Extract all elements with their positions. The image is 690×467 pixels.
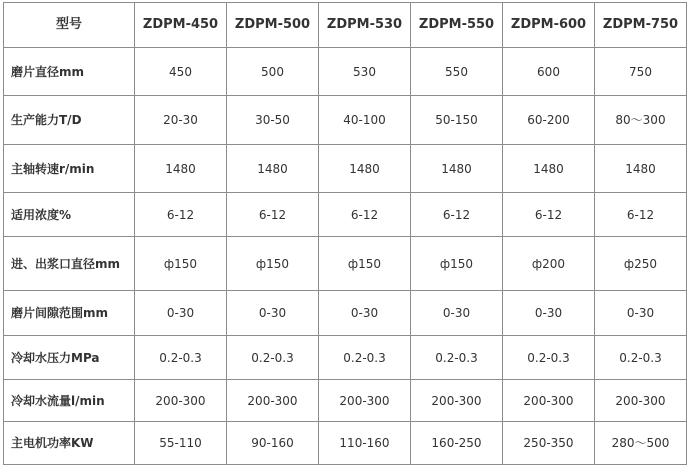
table-cell: 20-30: [135, 96, 227, 145]
table-row: [4, 336, 687, 380]
table-cell: 0.2-0.3: [595, 336, 687, 380]
table-cell: 0.2-0.3: [503, 336, 595, 380]
table-cell: 0-30: [595, 291, 687, 336]
table-row: [4, 291, 687, 336]
table-cell: 6-12: [319, 193, 411, 237]
table-cell: 40-100: [319, 96, 411, 145]
table-cell: 6-12: [503, 193, 595, 237]
table-cell: 200-300: [595, 380, 687, 422]
table-row: [4, 96, 687, 145]
table-row: [4, 237, 687, 291]
table-cell: 500: [227, 48, 319, 96]
table-cell: 450: [135, 48, 227, 96]
table-cell: 60-200: [503, 96, 595, 145]
model-header: ZDPM-450: [135, 3, 227, 48]
table-row: [4, 145, 687, 193]
header-row: [4, 3, 687, 48]
table-cell: 280～500: [595, 422, 687, 465]
table-cell: 250-350: [503, 422, 595, 465]
table-cell: 550: [411, 48, 503, 96]
table-cell: 90-160: [227, 422, 319, 465]
table-cell: ф150: [135, 237, 227, 291]
table-row: [4, 48, 687, 96]
table-cell: 6-12: [227, 193, 319, 237]
table-cell: 0-30: [503, 291, 595, 336]
corner-header: 型号: [4, 3, 135, 48]
table-cell: 750: [595, 48, 687, 96]
table-cell: 30-50: [227, 96, 319, 145]
table-cell: ф200: [503, 237, 595, 291]
table-cell: 1480: [595, 145, 687, 193]
table-cell: 0-30: [411, 291, 503, 336]
table-cell: ф150: [411, 237, 503, 291]
table-cell: 0-30: [135, 291, 227, 336]
table-cell: 1480: [227, 145, 319, 193]
table-cell: 55-110: [135, 422, 227, 465]
spec-table: [3, 2, 687, 465]
table-cell: 0.2-0.3: [319, 336, 411, 380]
table-cell: 1480: [319, 145, 411, 193]
table-cell: 6-12: [135, 193, 227, 237]
row-label: 生产能力T/D: [4, 96, 135, 145]
table-cell: 0.2-0.3: [411, 336, 503, 380]
table-cell: 200-300: [319, 380, 411, 422]
table-cell: 0.2-0.3: [227, 336, 319, 380]
table-cell: 110-160: [319, 422, 411, 465]
row-label: 主电机功率KW: [4, 422, 135, 465]
row-label: 冷却水流量l/min: [4, 380, 135, 422]
table-cell: 200-300: [227, 380, 319, 422]
table-cell: 600: [503, 48, 595, 96]
table-cell: ф150: [227, 237, 319, 291]
row-label: 磨片直径mm: [4, 48, 135, 96]
model-header: ZDPM-500: [227, 3, 319, 48]
row-label: 适用浓度%: [4, 193, 135, 237]
model-header: ZDPM-550: [411, 3, 503, 48]
table-cell: 6-12: [595, 193, 687, 237]
table-cell: 50-150: [411, 96, 503, 145]
table-cell: 200-300: [503, 380, 595, 422]
row-label: 磨片间隙范围mm: [4, 291, 135, 336]
table-cell: 1480: [503, 145, 595, 193]
row-label: 进、出浆口直径mm: [4, 237, 135, 291]
table-cell: 0-30: [319, 291, 411, 336]
table-row: [4, 380, 687, 422]
table-cell: 6-12: [411, 193, 503, 237]
table-cell: ф250: [595, 237, 687, 291]
model-header: ZDPM-530: [319, 3, 411, 48]
table-cell: 530: [319, 48, 411, 96]
table-row: [4, 193, 687, 237]
table-cell: 1480: [411, 145, 503, 193]
model-header: ZDPM-750: [595, 3, 687, 48]
table-cell: 80～300: [595, 96, 687, 145]
table-cell: 0.2-0.3: [135, 336, 227, 380]
row-label: 冷却水压力MPa: [4, 336, 135, 380]
model-header: ZDPM-600: [503, 3, 595, 48]
table-cell: 200-300: [411, 380, 503, 422]
row-label: 主轴转速r/min: [4, 145, 135, 193]
table-row: [4, 422, 687, 465]
table-cell: 160-250: [411, 422, 503, 465]
table-cell: 1480: [135, 145, 227, 193]
table-cell: 200-300: [135, 380, 227, 422]
table-cell: ф150: [319, 237, 411, 291]
table-cell: 0-30: [227, 291, 319, 336]
